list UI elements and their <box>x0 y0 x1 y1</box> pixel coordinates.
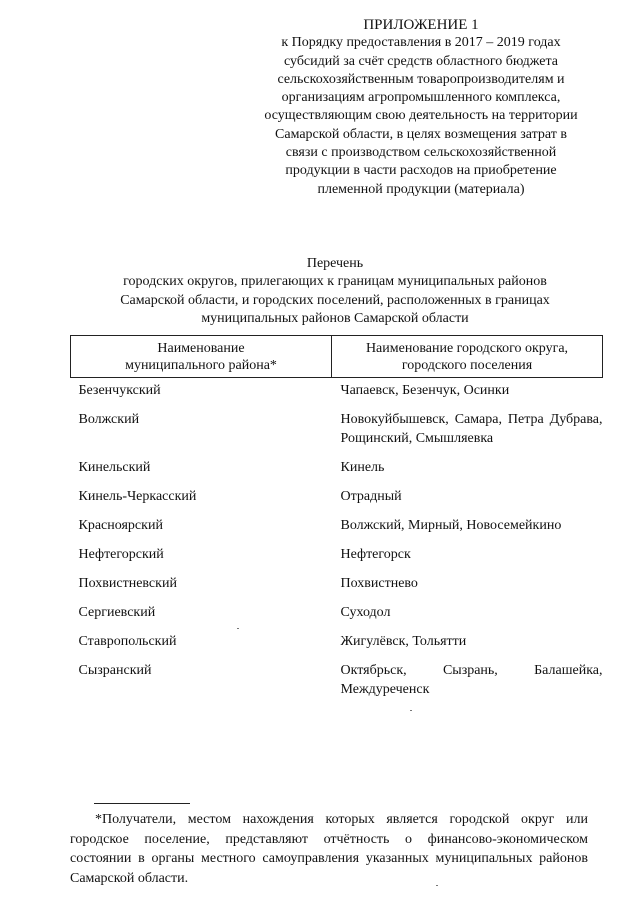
appendix-heading: ПРИЛОЖЕНИЕ 1 <box>363 17 479 33</box>
header-line: Наименование городского округа, <box>365 341 569 356</box>
title-line: Перечень <box>306 256 364 271</box>
table-row <box>71 661 603 709</box>
settlement-cell: Жигулёвск, Тольятти <box>340 634 467 649</box>
district-cell: Сызранский <box>78 663 152 678</box>
settlement-cell: Похвистнево <box>340 576 418 591</box>
table-row <box>71 545 603 574</box>
title-line: городских округов, прилегающих к границам муниципальных районов <box>123 274 547 290</box>
settlement-cell: Суходол <box>340 605 391 620</box>
settlement-cell: Октябрьск, Сызрань, Балашейка, Междуреченск <box>340 663 603 697</box>
appendix-line: Самарской области, в целях возмещения затрат в <box>275 126 567 142</box>
settlement-cell: Волжский, Мирный, Новосемейкино <box>340 518 562 533</box>
appendix-line: субсидий за счёт средств областного бюджета <box>283 53 559 69</box>
settlement-cell: Нефтегорск <box>340 547 411 562</box>
footnote: *Получатели, местом нахождения которых является городской округ или городское поселение, представляют отчётность о финансово-экономическом состоянии в органы местного самоуправления указанных муниципальных районов Самарской области. <box>70 812 588 886</box>
table-row <box>71 410 603 458</box>
district-cell: Кинельский <box>78 460 151 475</box>
district-cell: Похвистневский <box>78 576 177 591</box>
district-cell: Ставропольский <box>78 634 177 649</box>
header-line: муниципального района* <box>125 358 277 373</box>
settlement-cell: Новокуйбышевск, Самара, Петра Дубрава, Рощинский, Смышляевка <box>340 412 603 446</box>
appendix-line: организациям агропромышленного комплекса, <box>281 90 561 106</box>
appendix-line: к Порядку предоставления в 2017 – 2019 годах <box>281 35 561 51</box>
table-row <box>71 632 603 661</box>
table-row <box>71 574 603 603</box>
footnote-divider <box>94 803 190 804</box>
document-title <box>70 255 600 328</box>
header-line: городского поселения <box>401 358 533 373</box>
table-row <box>71 378 603 411</box>
settlement-cell: Кинель <box>340 460 385 475</box>
scan-speck <box>436 885 438 886</box>
table-row <box>71 458 603 487</box>
settlements-table <box>70 335 603 709</box>
district-cell: Сергиевский <box>78 605 156 620</box>
table-header-row <box>71 336 603 378</box>
settlement-cell: Чапаевск, Безенчук, Осинки <box>340 383 510 398</box>
district-cell: Кинель-Черкасский <box>78 489 197 504</box>
title-line: Самарской области, и городских поселений, расположенных в границах <box>120 292 550 308</box>
appendix-block <box>236 16 606 199</box>
appendix-line: сельскохозяйственным товаропроизводителям и <box>277 71 565 87</box>
district-cell: Нефтегорский <box>78 547 164 562</box>
settlement-cell: Отрадный <box>340 489 402 504</box>
appendix-line: связи с производством сельскохозяйственной <box>285 145 557 161</box>
district-cell: Красноярский <box>78 518 163 533</box>
header-line: Наименование <box>157 341 245 356</box>
appendix-line: продукции в части расходов на приобретение <box>285 163 557 179</box>
appendix-line: осуществляющим свою деятельность на территории <box>264 108 578 124</box>
title-line: муниципальных районов Самарской области <box>201 310 469 326</box>
header-settlement <box>332 336 603 378</box>
table-row <box>71 487 603 516</box>
scan-speck <box>410 710 412 711</box>
appendix-line: племенной продукции (материала) <box>317 181 525 197</box>
header-district <box>71 336 332 378</box>
scan-speck <box>237 628 239 629</box>
table-row <box>71 603 603 632</box>
district-cell: Безенчукский <box>78 383 161 398</box>
district-cell: Волжский <box>78 412 140 427</box>
table-row <box>71 516 603 545</box>
